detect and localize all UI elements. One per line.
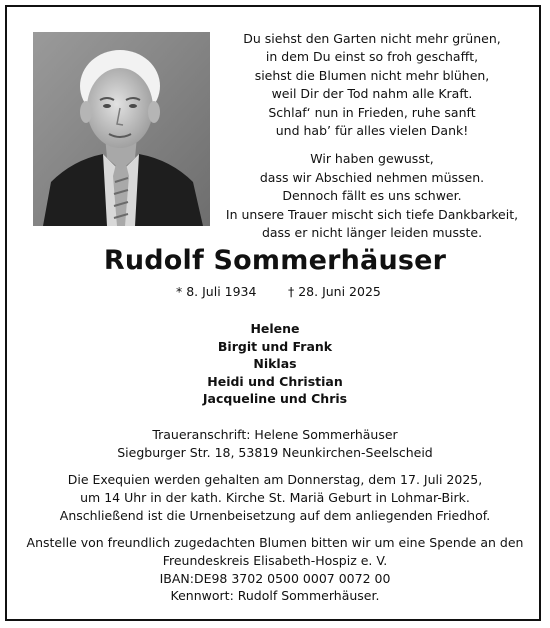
donation-line: Kennwort: Rudolf Sommerhäuser.: [170, 588, 380, 604]
deceased-name: Rudolf Sommerhäuser: [103, 245, 447, 276]
mourning-address: [0, 426, 550, 462]
mourner-name: Helene: [250, 321, 300, 336]
address-line: Siegburger Str. 18, 53819 Neunkirchen-Seelscheid: [117, 444, 433, 460]
mourner-name: Birgit und Frank: [217, 338, 333, 354]
poem-line: Schlaf‘ nun in Frieden, ruhe sanft: [268, 104, 476, 120]
donation-line: Freundeskreis Elisabeth-Hospiz e. V.: [162, 552, 388, 568]
service-info: [0, 471, 550, 524]
poem-line: in dem Du einst so froh geschafft,: [265, 49, 479, 65]
poem-line: und hab’ für alles vielen Dank!: [275, 123, 469, 139]
mourner-name: Jacqueline und Chris: [202, 391, 348, 407]
poem-line: dass er nicht länger leiden musste.: [261, 225, 483, 241]
service-line: Die Exequien werden gehalten am Donnerstag, dem 17. Juli 2025,: [67, 472, 483, 487]
donation-iban: IBAN:DE98 3702 0500 0007 0072 00: [159, 570, 391, 586]
service-line: um 14 Uhr in der kath. Kirche St. Mariä Geburt in Lohmar-Birk.: [80, 489, 470, 505]
death-date: † 28. Juni 2025: [288, 284, 381, 299]
donation-line: Anstelle von freundlich zugedachten Blumen bitten wir um eine Spende an den: [26, 535, 524, 550]
poem-line: weil Dir der Tod nahm alle Kraft.: [271, 86, 473, 102]
poem: [222, 30, 522, 252]
mourner-name: Niklas: [253, 356, 297, 372]
poem-line: Dennoch fällt es uns schwer.: [282, 188, 462, 204]
poem-stanza-2: [222, 150, 522, 242]
birth-date: * 8. Juli 1934: [176, 284, 257, 299]
poem-line: In unsere Trauer mischt sich tiefe Dankbarkeit,: [225, 206, 519, 222]
mourner-name: Heidi und Christian: [207, 373, 343, 389]
donation-info: [0, 534, 550, 605]
poem-line: dass wir Abschied nehmen müssen.: [259, 169, 485, 185]
poem-line: siehst die Blumen nicht mehr blühen,: [254, 67, 490, 83]
poem-stanza-1: [222, 30, 522, 140]
portrait-photo: [33, 32, 210, 226]
mourners-list: [0, 320, 550, 408]
poem-line: Du siehst den Garten nicht mehr grünen,: [243, 31, 501, 46]
poem-line: Wir haben gewusst,: [310, 151, 434, 167]
service-line: Anschließend ist die Urnenbeisetzung auf dem anliegenden Friedhof.: [59, 507, 491, 523]
address-line: Traueranschrift: Helene Sommerhäuser: [152, 427, 398, 442]
